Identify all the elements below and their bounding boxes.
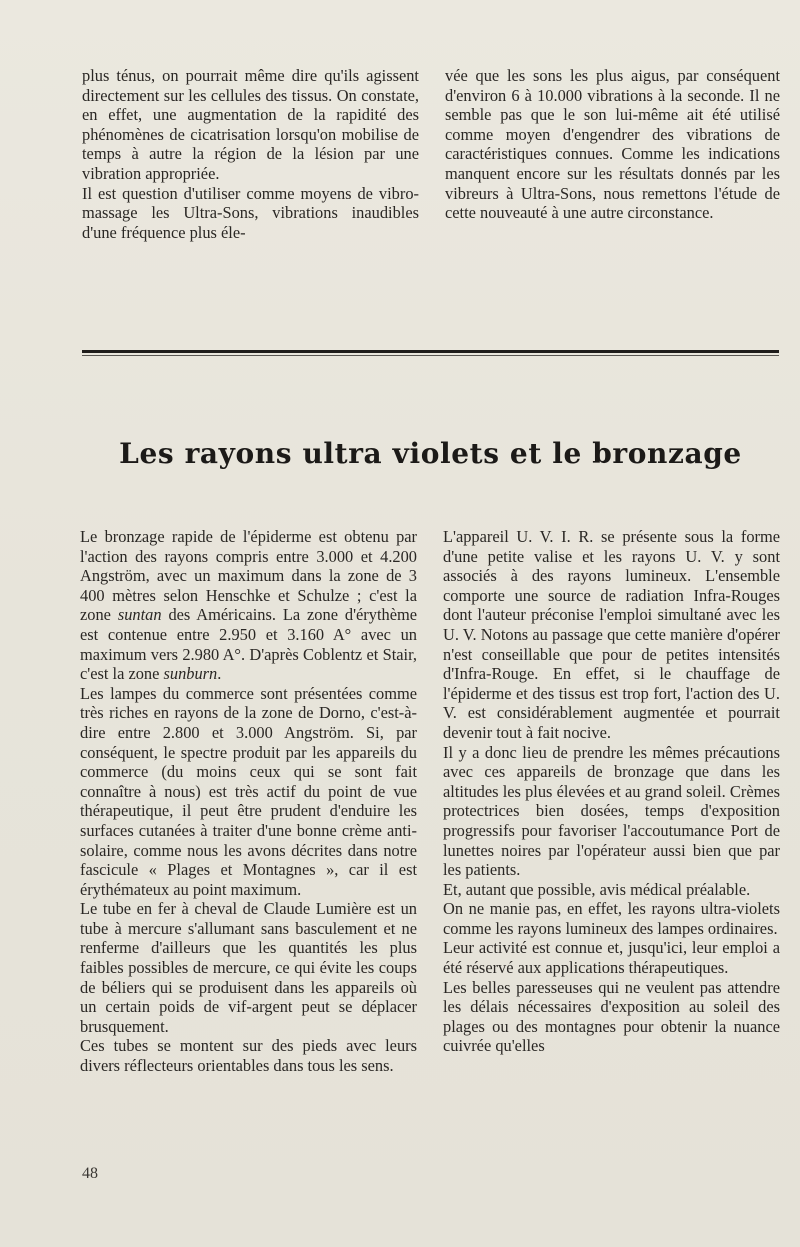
section-divider xyxy=(82,350,779,353)
paragraph: Leur activité est connue et, jusqu'ici, leur emploi a été réservé aux applications thérapeutiques. xyxy=(443,938,780,978)
top-right-column xyxy=(445,66,780,223)
paragraph: Les belles paresseuses qui ne veulent pas attendre les délais nécessaires d'exposition au soleil des plages ou des montagnes pour obtenir la nuance cuivrée qu'elles xyxy=(443,977,780,1056)
text-run: Le bronzage rapide de l'épiderme est obtenu par l'action des rayons compris entre 3.000 et 4.200 Angström, avec un maximum dans la zone de 3 400 mètres selon Henschke et Schulze ; c'est la zone xyxy=(80,527,417,625)
paragraph: Il y a donc lieu de prendre les mêmes précautions avec ces appareils de bronzage que dans les altitudes les plus élevées et au grand soleil. Crèmes protectrices bien dosées, temps d'exposition progressifs pour favoriser l'accoutumance Port de lunettes noires par l'opérateur aussi bien que par les patients. xyxy=(443,742,780,880)
text-run: des Américains. La zone d'érythème est contenue entre 2.950 et 3.160 A° avec un maximum vers 2.980 A°. D'après Coblentz et Stair, c'est la zone xyxy=(80,605,417,684)
text-run: . xyxy=(217,664,222,684)
article-left-column xyxy=(80,527,417,1076)
paragraph: L'appareil U. V. I. R. se présente sous la forme d'une petite valise et les rayons U. V. y sont associés à des rayons lumineux. L'ensemble comporte une source de radiation Infra-Rouges dont l'auteur préconise l'emploi simultané avec les U. V. Notons au passage que cette manière d'opérer n'est conseillable que pour de petites intensités d'Infra-Rouge. En effet, si le chauffage de l'épiderme et des tissus est trop fort, l'action des U. V. est considérablement augmentée et pourrait devenir tout à fait nocive. xyxy=(443,527,780,742)
article-title: Les rayons ultra violets et le bronzage xyxy=(119,436,742,470)
paragraph: vée que les sons les plus aigus, par conséquent d'environ 6 à 10.000 vibrations à la seconde. Il ne semble pas que le son lui-même ait été utilisé comme moyen d'engendrer des vibrations de caractéristiques connues. Comme les indications manquent encore sur les résultats donnés par les vibreurs à Ultra-Sons, nous remettons l'étude de cette nouveauté à une autre circonstance. xyxy=(445,66,780,223)
top-left-column xyxy=(82,66,419,242)
paragraph xyxy=(80,527,417,684)
paragraph: Ces tubes se montent sur des pieds avec leurs divers réflecteurs orientables dans tous les sens. xyxy=(80,1036,417,1076)
italic-term: sunburn xyxy=(163,664,218,684)
paragraph: Et, autant que possible, avis médical préalable. xyxy=(443,879,751,899)
paragraph: Il est question d'utiliser comme moyens de vibro-massage les Ultra-Sons, vibrations inaudibles d'une fréquence plus éle- xyxy=(82,183,419,242)
paragraph: Les lampes du commerce sont présentées comme très riches en rayons de la zone de Dorno, c'est-à-dire entre 2.800 et 3.000 Angström. Si, par conséquent, le spectre produit par les appareils du commerce (du moins ceux qui se sont fait connaître à nous) est très actif du point de vue thérapeutique, il peut être prudent d'enduire les surfaces cutanées à traiter d'une bonne crème anti-solaire, comme nous les avons décrites dans notre fascicule « Plages et Montagnes », car il est érythémateux au point maximum. xyxy=(80,683,417,899)
article-right-column xyxy=(443,527,780,1056)
section-divider-thin xyxy=(82,355,779,356)
paragraph: Le tube en fer à cheval de Claude Lumière est un tube à mercure s'allumant sans basculement et ne renferme d'ailleurs que les quantités les plus faibles possibles de mercure, ce qui évite les coups de béliers qui se produisent dans les appareils où un certain poids de vif-argent peut se déplacer brusquement. xyxy=(80,899,417,1036)
paragraph: plus ténus, on pourrait même dire qu'ils agissent directement sur les cellules des tissus. On constate, en effet, une augmentation de la rapidité des phénomènes de cicatrisation lorsqu'on mobilise de temps à autre la région de la lésion par une vibration appropriée. xyxy=(82,66,419,183)
paragraph: On ne manie pas, en effet, les rayons ultra-violets comme les rayons lumineux des lampes ordinaires. xyxy=(443,899,780,938)
italic-term: suntan xyxy=(117,605,162,625)
page-number: 48 xyxy=(82,1165,98,1182)
